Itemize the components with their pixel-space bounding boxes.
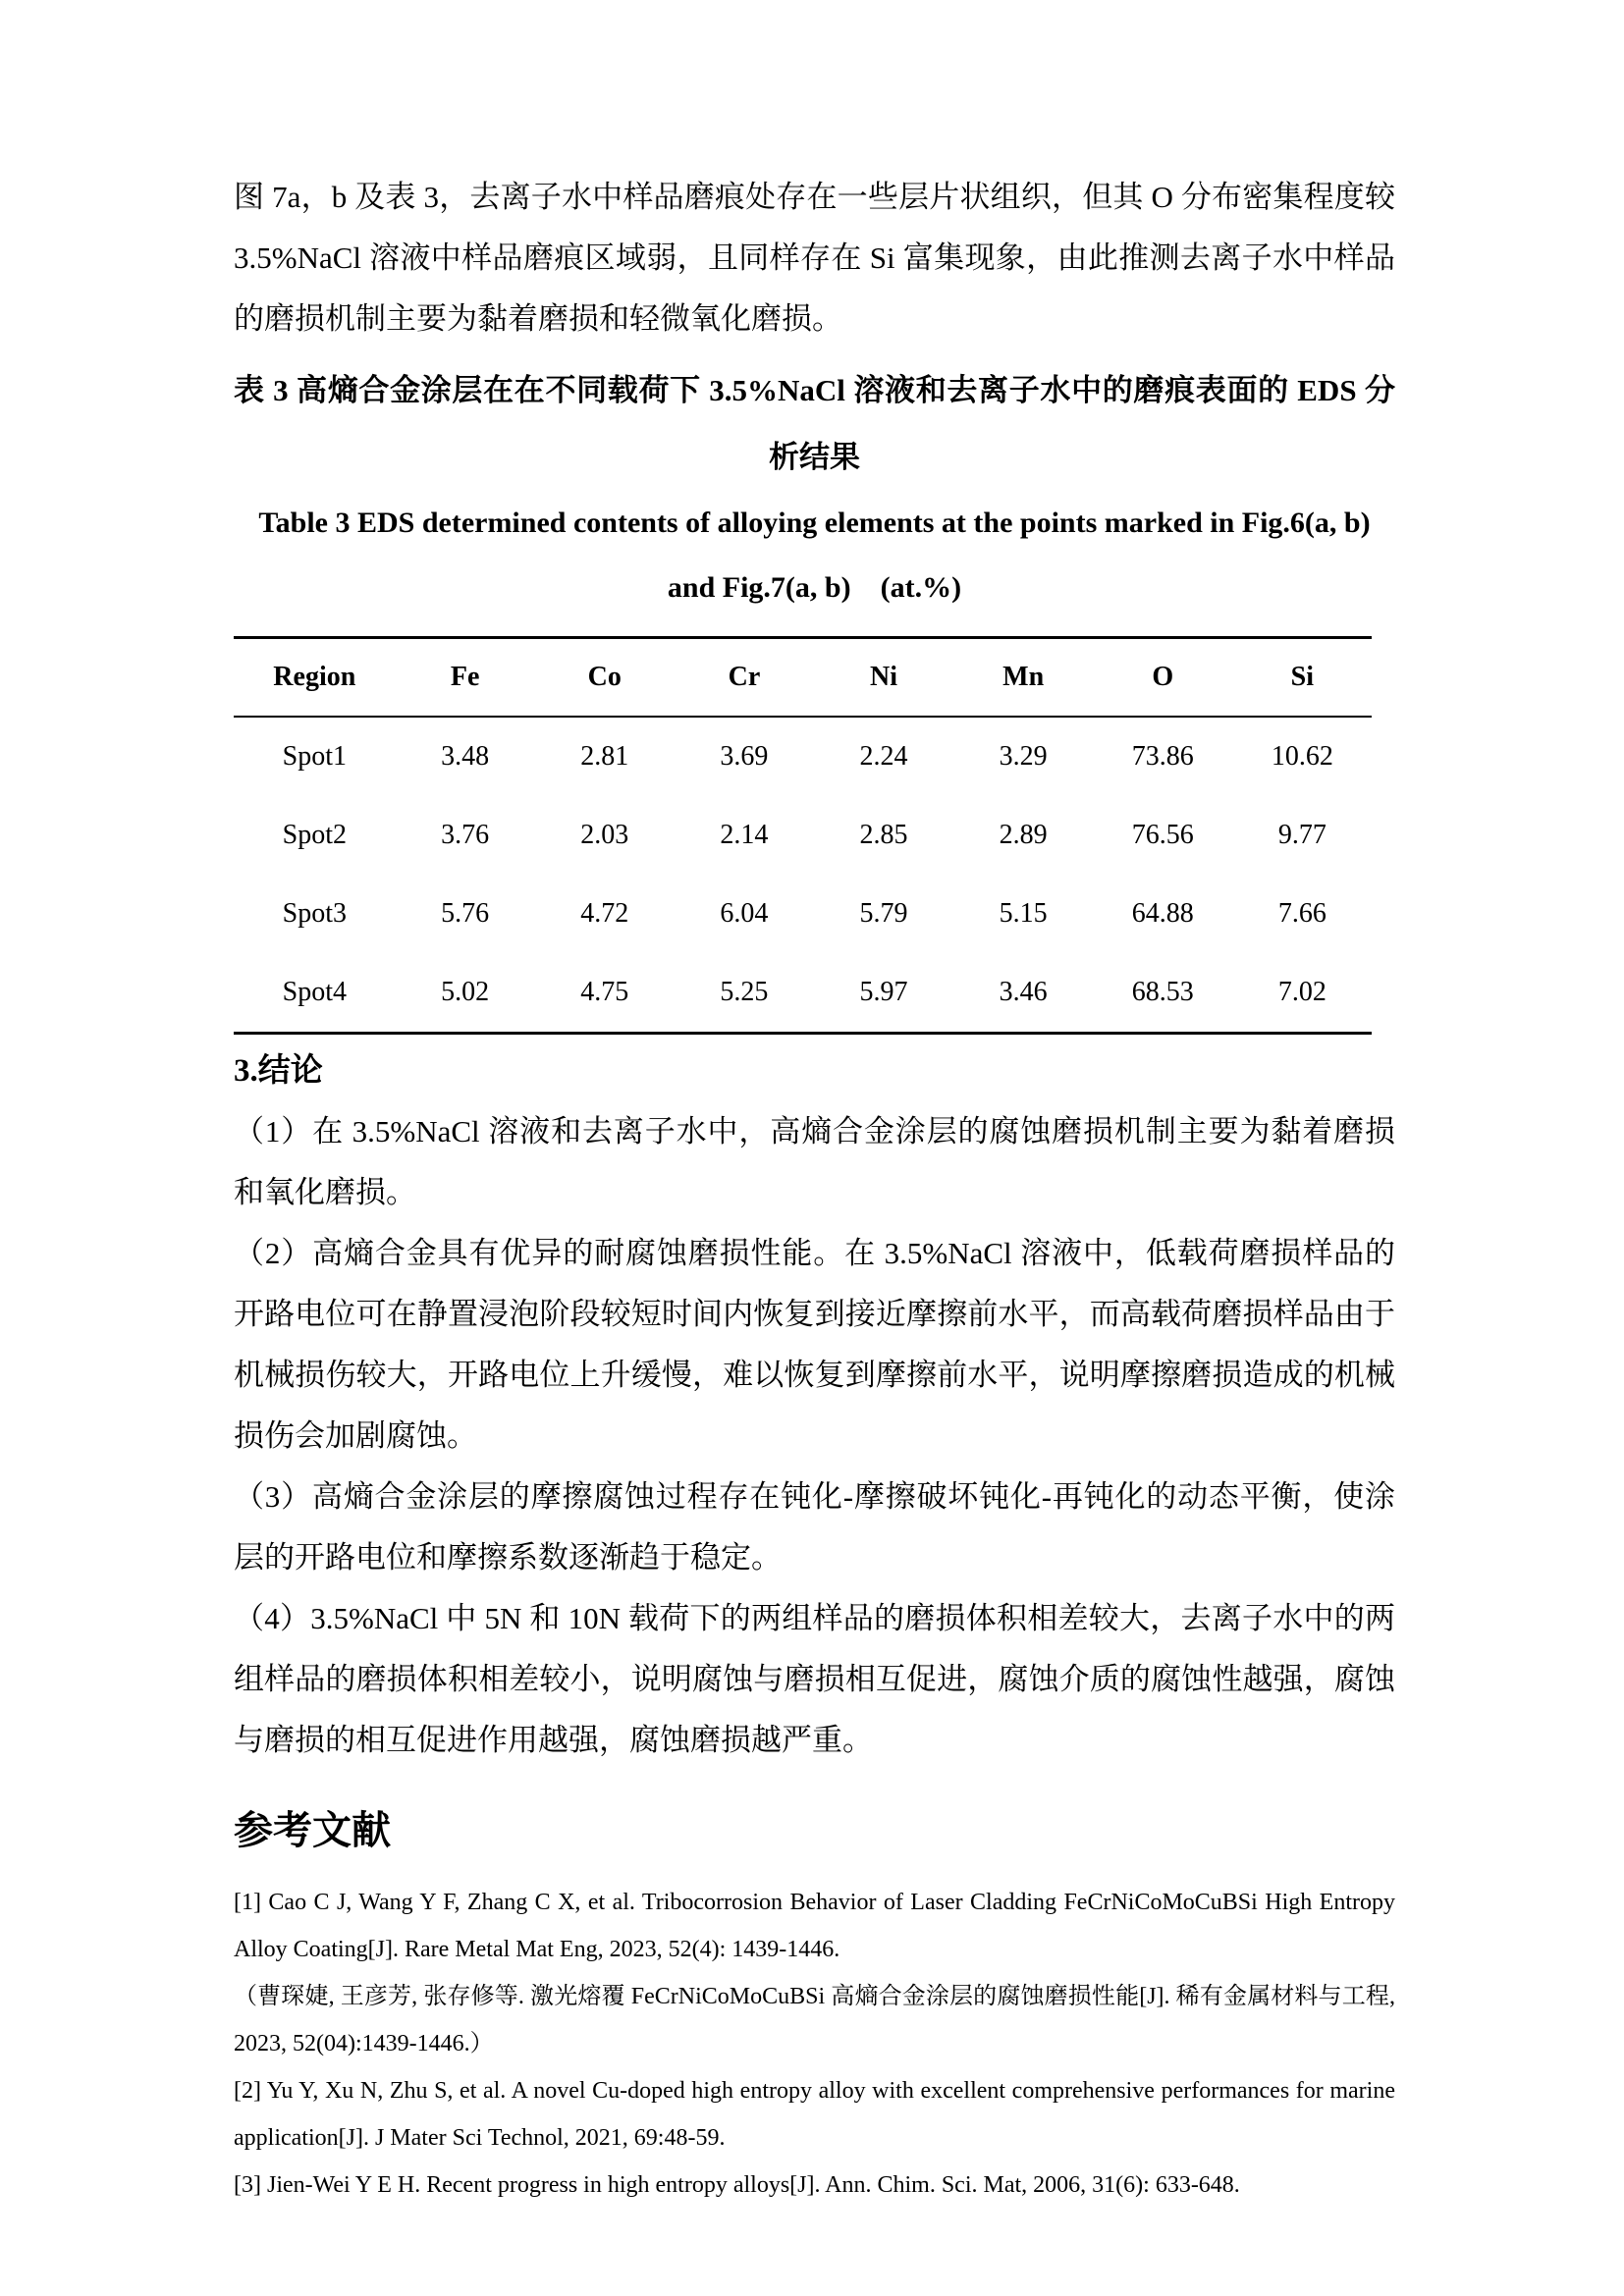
table-cell: 64.88: [1131, 898, 1194, 929]
eds-results-table: [234, 636, 1372, 1035]
column-header-ni: Ni: [814, 638, 953, 718]
column-header-cr: Cr: [675, 638, 814, 718]
table-cell: Spot1: [282, 741, 347, 772]
table-cell: Spot4: [282, 977, 347, 1007]
table-cell: 5.79: [859, 898, 908, 929]
table-cell: 4.75: [580, 977, 629, 1007]
conclusion-item-2: （2）高熵合金具有优异的耐腐蚀磨损性能。在 3.5%NaCl 溶液中，低载荷磨损样品的开路电位可在静置浸泡阶段较短时间内恢复到接近摩擦前水平，而高载荷磨损样品由于机械损伤较大，开路电位上升缓慢，难以恢复到摩擦前水平，说明摩擦磨损造成的机械损伤会加剧腐蚀。: [234, 1236, 1395, 1453]
table-cell: 3.46: [999, 977, 1048, 1007]
conclusion-item-1: （1）在 3.5%NaCl 溶液和去离子水中，高熵合金涂层的腐蚀磨损机制主要为黏着磨损和氧化磨损。: [234, 1114, 1395, 1209]
reference-item-1-zh: （曹琛婕, 王彦芳, 张存修等. 激光熔覆 FeCrNiCoMoCuBSi 高熵合金涂层的腐蚀磨损性能[J]. 稀有金属材料与工程, 2023, 52(04):1439-1446.）: [234, 1984, 1395, 2056]
table-cell: Spot3: [282, 898, 347, 929]
table-cell: 7.66: [1277, 898, 1326, 929]
table-caption-en-line1: Table 3 EDS determined contents of alloying elements at the points marked in Fig.6(a, b): [258, 507, 1371, 539]
reference-item-2: [2] Yu Y, Xu N, Zhu S, et al. A novel Cu-doped high entropy alloy with excellent comprehensive performances for marine application[J]. J Mater Sci Technol, 2021, 69:48-59.: [234, 2078, 1395, 2151]
table-cell: 5.97: [859, 977, 908, 1007]
table-cell: 3.76: [441, 820, 490, 850]
table-cell: 2.03: [580, 820, 629, 850]
table-cell: 2.14: [720, 820, 769, 850]
conclusion-item-3: （3）高熵合金涂层的摩擦腐蚀过程存在钝化-摩擦破坏钝化-再钝化的动态平衡，使涂层的开路电位和摩擦系数逐渐趋于稳定。: [234, 1479, 1395, 1575]
table-cell: 4.72: [580, 898, 629, 929]
table-cell: 3.29: [999, 741, 1048, 772]
table-cell: 5.76: [441, 898, 490, 929]
table-cell: 68.53: [1131, 977, 1194, 1007]
table-cell: 6.04: [720, 898, 769, 929]
table-row: [234, 953, 1372, 1034]
table-cell: 2.89: [999, 820, 1048, 850]
column-header-region: Region: [234, 638, 396, 718]
table-cell: 2.24: [859, 741, 908, 772]
column-header-co: Co: [535, 638, 675, 718]
table-cell: 5.15: [999, 898, 1048, 929]
table-cell: 5.25: [720, 977, 769, 1007]
conclusion-heading: 3.结论: [234, 1053, 323, 1089]
table-header-row: [234, 638, 1372, 718]
reference-item-3: [3] Jien-Wei Y E H. Recent progress in high entropy alloys[J]. Ann. Chim. Sci. Mat, 2006, 31(6): 633-648.: [234, 2172, 1240, 2198]
table-cell: 3.48: [441, 741, 490, 772]
column-header-fe: Fe: [396, 638, 535, 718]
conclusion-item-4: （4）3.5%NaCl 中 5N 和 10N 载荷下的两组样品的磨损体积相差较大，去离子水中的两组样品的磨损体积相差较小，说明腐蚀与磨损相互促进，腐蚀介质的腐蚀性越强，腐蚀与磨损的相互促进作用越强，腐蚀磨损越严重。: [234, 1601, 1395, 1757]
column-header-si: Si: [1232, 638, 1372, 718]
table-cell: 73.86: [1131, 741, 1194, 772]
table-cell: 3.69: [720, 741, 769, 772]
table-cell: 2.81: [580, 741, 629, 772]
reference-item-1-en: [1] Cao C J, Wang Y F, Zhang C X, et al. Tribocorrosion Behavior of Laser Cladding FeCrNiCoMoCuBSi High Entropy Alloy Coating[J]. Rare Metal Mat Eng, 2023, 52(4): 1439-1446.: [234, 1890, 1395, 1962]
table-row: [234, 717, 1372, 796]
table-row: [234, 796, 1372, 875]
intro-paragraph: 图 7a，b 及表 3，去离子水中样品磨痕处存在一些层片状组织，但其 O 分布密集程度较 3.5%NaCl 溶液中样品磨痕区域弱，且同样存在 Si 富集现象，由此推测去离子水中样品的磨损机制主要为黏着磨损和轻微氧化磨损。: [234, 180, 1395, 336]
table-cell: 5.02: [441, 977, 490, 1007]
table-caption-en-line2: and Fig.7(a, b) (at.%): [667, 571, 962, 604]
references-heading: 参考文献: [234, 1808, 391, 1852]
table-cell: 10.62: [1271, 741, 1333, 772]
column-header-mn: Mn: [953, 638, 1093, 718]
table-cell: 2.85: [859, 820, 908, 850]
table-cell: Spot2: [282, 820, 347, 850]
table-cell: 76.56: [1131, 820, 1194, 850]
table-row: [234, 875, 1372, 953]
column-header-o: O: [1093, 638, 1232, 718]
table-cell: 7.02: [1277, 977, 1326, 1007]
table-cell: 9.77: [1277, 820, 1326, 850]
table-caption-zh: 表 3 高熵合金涂层在在不同载荷下 3.5%NaCl 溶液和去离子水中的磨痕表面的 EDS 分析结果: [234, 373, 1395, 474]
